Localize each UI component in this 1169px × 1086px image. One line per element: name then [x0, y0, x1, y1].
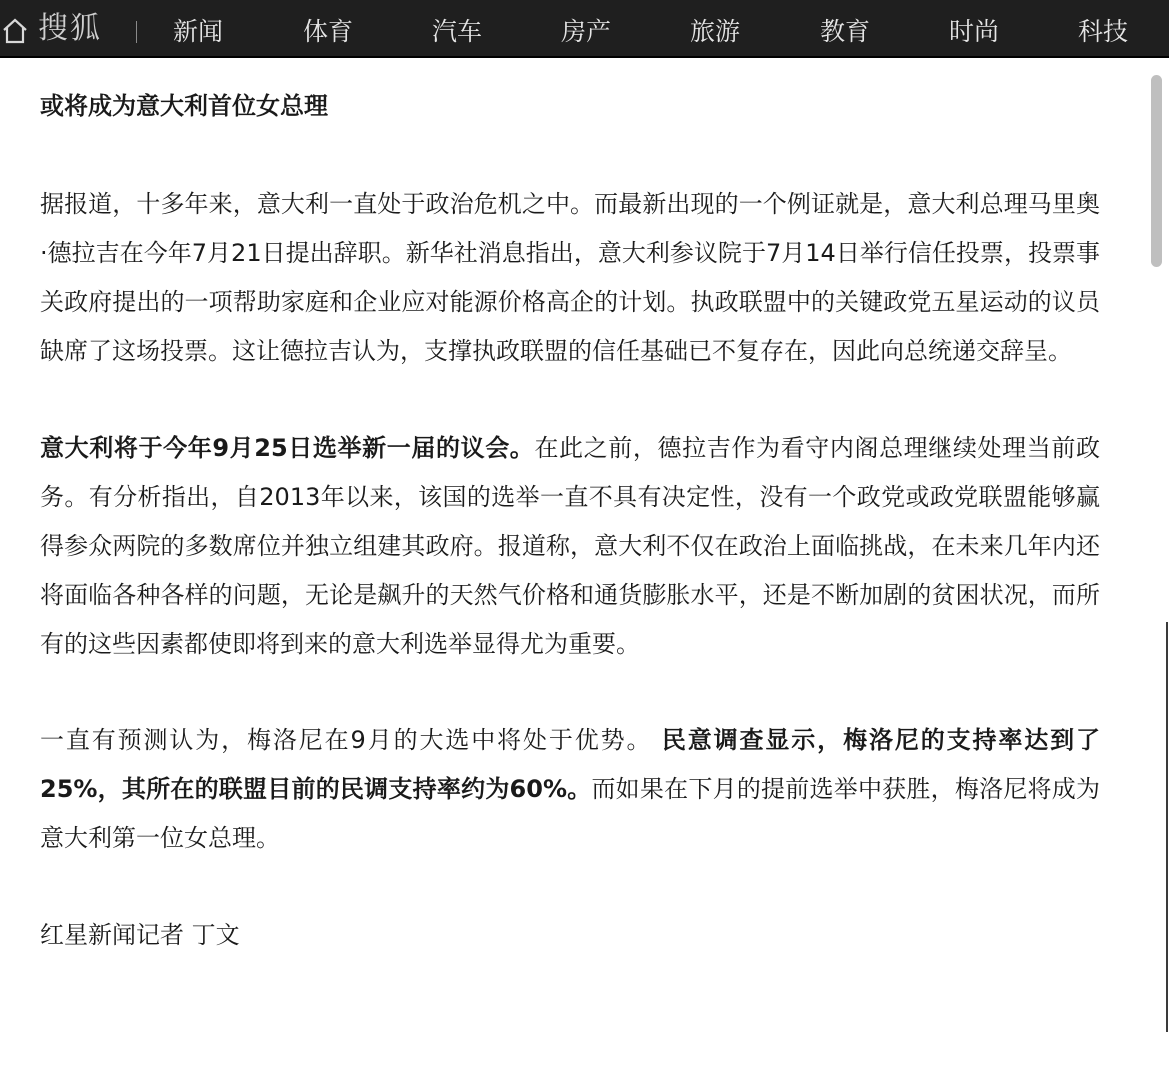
nav-divider	[136, 21, 137, 43]
nav-item-auto[interactable]: 汽车	[432, 17, 483, 46]
nav-item-news[interactable]: 新闻	[173, 17, 224, 46]
paragraph-3-poll: 民意调查显示，梅洛尼的支持率达到了25%，其所在的联盟目前的民调支持率约为60%。	[40, 726, 1100, 803]
nav-item-education[interactable]: 教育	[820, 17, 871, 46]
paragraph-2	[40, 424, 1100, 669]
paragraph-2-body: 在此之前，德拉吉作为看守内阁总理继续处理当前政务。有分析指出，自2013年以来，该国的选举一直不具有决定性，没有一个政党或政党联盟能够赢得参众两院的多数席位并独立组建其政府。报道称，意大利不仅在政治上面临挑战，在未来几年内还将面临各种各样的问题，无论是飙升的天然气价格和通货膨胀水平，还是不断加剧的贫困状况，而所有的这些因素都使即将到来的意大利选举显得尤为重要。	[40, 434, 1100, 658]
nav-item-tech[interactable]: 科技	[1078, 17, 1129, 46]
nav-item-travel[interactable]: 旅游	[690, 17, 741, 46]
sohu-logo[interactable]: 搜狐	[38, 11, 102, 46]
scrollbar-thumb[interactable]	[1151, 75, 1162, 267]
paragraph-3-end: 而如果在下月的提前选举中获胜，梅洛尼将成为意大利第一位女总理。	[40, 775, 1101, 852]
home-icon[interactable]	[2, 17, 28, 45]
nav-item-sports[interactable]: 体育	[303, 17, 354, 46]
article-body	[40, 60, 1100, 960]
nav-item-fashion[interactable]: 时尚	[949, 17, 1000, 46]
paragraph-3-start: 一直有预测认为，梅洛尼在9月的大选中将处于优势。	[40, 726, 653, 754]
nav-item-realestate[interactable]: 房产	[561, 17, 612, 46]
scroll-edge	[1166, 622, 1168, 1032]
paragraph-3	[40, 716, 1100, 863]
article-subheading: 或将成为意大利首位女总理	[40, 92, 328, 120]
paragraph-1: 据报道，十多年来，意大利一直处于政治危机之中。而最新出现的一个例证就是，意大利总理马里奥·德拉吉在今年7月21日提出辞职。新华社消息指出，意大利参议院于7月14日举行信任投票，投票事关政府提出的一项帮助家庭和企业应对能源价格高企的计划。执政联盟中的关键政党五星运动的议员缺席了这场投票。这让德拉吉认为，支撑执政联盟的信任基础已不复存在，因此向总统递交辞呈。	[40, 190, 1100, 365]
byline: 红星新闻记者 丁文	[40, 921, 240, 949]
top-nav-bar	[0, 0, 1169, 58]
paragraph-2-lead: 意大利将于今年9月25日选举新一届的议会。	[40, 434, 535, 462]
